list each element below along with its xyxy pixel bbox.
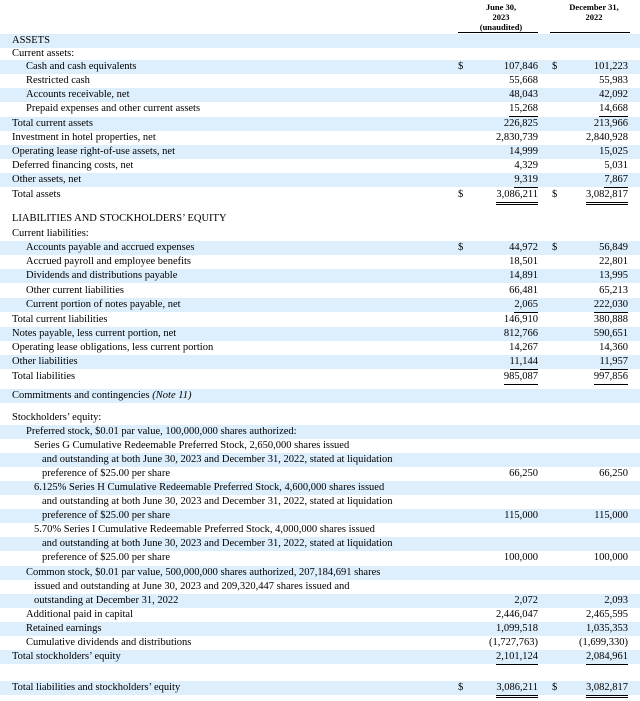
row-label: Total liabilities and stockholders’ equity [12, 682, 181, 693]
currency-symbol: $ [552, 61, 558, 72]
value-june-2023: 18,501 [509, 256, 538, 267]
row-label: Prepaid expenses and other current assets [26, 103, 201, 114]
value-june-2023: 2,072 [514, 595, 538, 606]
value-june-2023: 100,000 [503, 552, 538, 563]
value-dec-2022: 590,651 [593, 328, 628, 339]
value-dec-2022: 15,025 [599, 146, 628, 157]
table-row [0, 537, 640, 551]
value-dec-2022: 13,995 [599, 270, 628, 281]
currency-symbol: $ [552, 189, 558, 200]
value-june-2023: 4,329 [514, 160, 538, 171]
value-dec-2022: 5,031 [604, 160, 628, 171]
table-row [0, 425, 640, 439]
row-label: Cash and cash equivalents [26, 61, 137, 72]
value-dec-2022: 11,957 [600, 355, 629, 370]
table-row [0, 370, 640, 384]
row-label: Other current liabilities [26, 285, 124, 296]
column-header-line: 2022 [585, 12, 603, 22]
table-row [0, 439, 640, 453]
currency-symbol: $ [458, 61, 464, 72]
value-june-2023: 66,250 [509, 468, 538, 479]
row-label: preference of $25.00 per share [42, 552, 170, 563]
row-label: Operating lease obligations, less current portion [12, 342, 214, 353]
table-row [0, 47, 640, 61]
value-dec-2022: 56,849 [599, 242, 628, 253]
value-dec-2022: 55,983 [599, 75, 628, 86]
value-june-2023: 14,267 [509, 342, 538, 353]
currency-symbol: $ [552, 242, 558, 253]
table-row [0, 495, 640, 509]
table-row [0, 117, 640, 131]
row-label: and outstanding at both June 30, 2023 and December 31, 2022, stated at liquidation [42, 496, 393, 507]
table-row [0, 227, 640, 241]
value-june-2023: 985,087 [504, 370, 538, 385]
table-row [0, 284, 640, 298]
header-rule [458, 32, 538, 33]
row-label: 5.70% Series I Cumulative Redeemable Preferred Stock, 4,000,000 shares issued [34, 524, 375, 535]
value-june-2023: 2,101,124 [496, 650, 538, 665]
row-label: Other assets, net [12, 174, 82, 185]
value-june-2023: 3,086,211 [496, 188, 538, 205]
row-label: Deferred financing costs, net [12, 160, 134, 171]
table-row [0, 650, 640, 664]
table-row [0, 681, 640, 695]
header-rule [550, 32, 630, 33]
column-header-june-2023 [474, 2, 528, 32]
value-june-2023: 2,065 [514, 298, 538, 313]
row-label: Additional paid in capital [26, 609, 134, 620]
value-june-2023: 55,668 [509, 75, 538, 86]
row-label: preference of $25.00 per share [42, 468, 170, 479]
value-dec-2022: 997,856 [594, 370, 628, 385]
table-row [0, 34, 640, 48]
row-label: 6.125% Series H Cumulative Redeemable Preferred Stock, 4,600,000 shares issued [34, 482, 385, 493]
value-dec-2022: 1,035,353 [586, 623, 628, 634]
value-dec-2022: 3,082,817 [586, 681, 628, 698]
table-row [0, 389, 640, 403]
value-dec-2022: 66,250 [599, 468, 628, 479]
value-dec-2022: 2,093 [604, 595, 628, 606]
table-row [0, 453, 640, 467]
row-label: Total current assets [12, 118, 93, 129]
value-dec-2022: 65,213 [599, 285, 628, 296]
table-row [0, 159, 640, 173]
row-label: Notes payable, less current portion, net [12, 328, 177, 339]
value-dec-2022: 213,966 [593, 118, 628, 129]
table-row [0, 131, 640, 145]
value-june-2023: 146,910 [503, 314, 538, 325]
row-label: Common stock, $0.01 par value, 500,000,000 shares authorized, 207,184,691 shares [26, 567, 381, 578]
value-dec-2022: 7,867 [604, 173, 628, 188]
row-label: Accrued payroll and employee benefits [26, 256, 192, 267]
value-dec-2022: 115,000 [594, 510, 628, 521]
table-row [0, 481, 640, 495]
table-row [0, 313, 640, 327]
row-label: ASSETS [12, 35, 50, 46]
table-row [0, 467, 640, 481]
value-june-2023: 812,766 [503, 328, 538, 339]
row-label: Investment in hotel properties, net [12, 132, 156, 143]
row-label: Current assets: [12, 48, 75, 59]
value-june-2023: 44,972 [509, 242, 538, 253]
table-row [0, 608, 640, 622]
value-dec-2022: 2,840,928 [586, 132, 628, 143]
value-june-2023: 11,144 [510, 355, 539, 370]
row-label: preference of $25.00 per share [42, 510, 170, 521]
table-row [0, 212, 640, 226]
currency-symbol: $ [458, 242, 464, 253]
row-note: (Note 11) [149, 390, 192, 401]
value-june-2023: 115,000 [504, 510, 538, 521]
value-dec-2022: 2,465,595 [586, 609, 628, 620]
table-row [0, 88, 640, 102]
table-row [0, 594, 640, 608]
value-dec-2022: 14,360 [599, 342, 628, 353]
row-label: Stockholders’ equity: [12, 412, 102, 423]
value-dec-2022: 42,092 [599, 89, 628, 100]
row-label: Total liabilities [12, 371, 76, 382]
row-label: Accounts receivable, net [26, 89, 130, 100]
value-june-2023: 48,043 [509, 89, 538, 100]
table-row [0, 241, 640, 255]
value-june-2023: 2,446,047 [496, 609, 538, 620]
row-label: Total assets [12, 189, 61, 200]
row-label: Retained earnings [26, 623, 102, 634]
row-label: and outstanding at both June 30, 2023 and December 31, 2022, stated at liquidation [42, 538, 393, 549]
value-june-2023: 14,999 [509, 146, 538, 157]
row-label: Accounts payable and accrued expenses [26, 242, 195, 253]
value-june-2023: 66,481 [509, 285, 538, 296]
table-row [0, 355, 640, 369]
table-row [0, 173, 640, 187]
value-june-2023: 107,846 [503, 61, 538, 72]
row-label: issued and outstanding at June 30, 2023 and 209,320,447 shares issued and [34, 581, 350, 592]
value-june-2023: 1,099,518 [496, 623, 538, 634]
value-june-2023: 2,830,739 [496, 132, 538, 143]
row-label: Other liabilities [12, 356, 78, 367]
value-june-2023: (1,727,763) [489, 636, 538, 651]
table-row [0, 341, 640, 355]
table-row [0, 145, 640, 159]
row-label: LIABILITIES AND STOCKHOLDERS’ EQUITY [12, 213, 227, 224]
table-row [0, 74, 640, 88]
value-dec-2022: 101,223 [593, 61, 628, 72]
row-label: Cumulative dividends and distributions [26, 637, 192, 648]
row-label: Total stockholders’ equity [12, 651, 121, 662]
currency-symbol: $ [552, 682, 558, 693]
column-header-line: 2023 [492, 12, 510, 22]
table-row [0, 255, 640, 269]
row-label: Series G Cumulative Redeemable Preferred Stock, 2,650,000 shares issued [34, 440, 350, 451]
row-label: Preferred stock, $0.01 par value, 100,000,000 shares authorized: [26, 426, 297, 437]
value-dec-2022: 22,801 [599, 256, 628, 267]
row-label: Dividends and distributions payable [26, 270, 178, 281]
table-row [0, 580, 640, 594]
row-label: Current portion of notes payable, net [26, 299, 181, 310]
value-june-2023: 15,268 [509, 102, 538, 117]
currency-symbol: $ [458, 189, 464, 200]
row-label: Restricted cash [26, 75, 90, 86]
column-header-line: (unaudited) [479, 22, 523, 32]
value-dec-2022: 3,082,817 [586, 188, 628, 205]
table-row [0, 298, 640, 312]
column-header-line: June 30, [485, 2, 517, 12]
value-june-2023: 226,825 [503, 118, 538, 129]
row-label: Total current liabilities [12, 314, 108, 325]
table-row [0, 523, 640, 537]
table-row [0, 188, 640, 202]
column-header-dec-2022 [560, 2, 628, 22]
value-dec-2022: 222,030 [594, 298, 628, 313]
table-row [0, 551, 640, 565]
value-dec-2022: 100,000 [593, 552, 628, 563]
value-june-2023: 14,891 [509, 270, 538, 281]
currency-symbol: $ [458, 682, 464, 693]
row-label: Operating lease right-of-use assets, net [12, 146, 175, 157]
value-june-2023: 3,086,211 [496, 681, 538, 698]
table-row [0, 411, 640, 425]
row-label: and outstanding at both June 30, 2023 and December 31, 2022, stated at liquidation [42, 454, 393, 465]
table-row [0, 327, 640, 341]
table-row [0, 622, 640, 636]
value-dec-2022: 380,888 [593, 314, 628, 325]
table-row [0, 60, 640, 74]
column-header-line: December 31, [569, 2, 619, 12]
value-dec-2022: 2,084,961 [586, 650, 628, 665]
value-dec-2022: 14,668 [599, 102, 628, 117]
table-row [0, 566, 640, 580]
table-row [0, 509, 640, 523]
value-dec-2022: (1,699,330) [579, 636, 628, 651]
table-row [0, 636, 640, 650]
table-row [0, 102, 640, 116]
value-june-2023: 9,319 [514, 173, 538, 188]
row-label: outstanding at December 31, 2022 [34, 595, 179, 606]
row-label: Current liabilities: [12, 228, 89, 239]
row-label: Commitments and contingencies (Note 11) [12, 390, 192, 401]
table-row [0, 269, 640, 283]
